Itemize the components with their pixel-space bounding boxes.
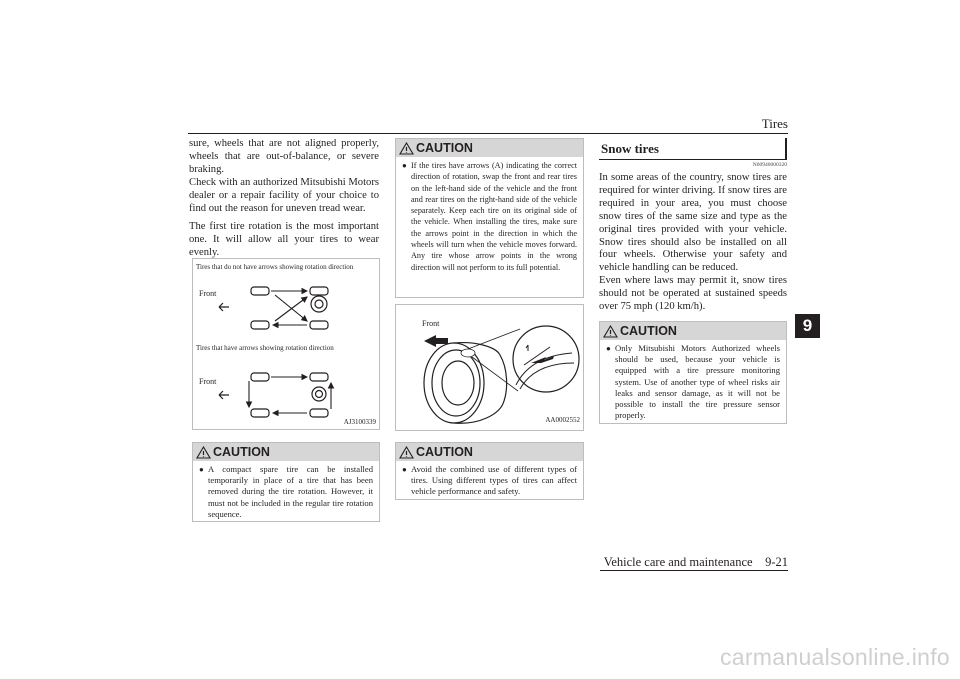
- document-id: N00940000320: [752, 162, 787, 168]
- paragraph: sure, wheels that are not aligned properly, wheels that are out-of-balance, or severe braking.: [189, 138, 379, 175]
- caution-box: [192, 442, 380, 522]
- caution-header: [396, 443, 583, 461]
- watermark: carmanualsonline.info: [719, 644, 950, 670]
- chapter-tab: 9: [795, 314, 820, 338]
- warning-triangle-icon: [603, 325, 618, 338]
- tire-rotation-diagram: [193, 259, 379, 429]
- caution-heading: CAUTION: [416, 141, 473, 155]
- page-footer: [604, 555, 788, 570]
- caution-box: [395, 442, 584, 500]
- tire-rotation-figure: [192, 258, 380, 430]
- bullet-icon: ●: [402, 465, 407, 474]
- front-label: Front: [422, 319, 440, 328]
- caution-header: [396, 139, 583, 157]
- section-title: Snow tires: [599, 138, 787, 160]
- caution-box: [395, 138, 584, 298]
- caution-heading: CAUTION: [620, 324, 677, 338]
- footer-section: Vehicle care and maintenance: [603, 555, 753, 569]
- paragraph: Even where laws may permit it, snow tires should not be operated at sustained speeds over 75 mph (120 km/h).: [599, 275, 787, 313]
- figure-code: AA0002552: [545, 416, 580, 424]
- warning-triangle-icon: [399, 446, 414, 459]
- left-column-text: [189, 138, 379, 260]
- caution-header: [193, 443, 379, 461]
- tire-arrow-figure: [395, 304, 584, 431]
- caution-box: [599, 321, 787, 424]
- caution-text: Only Mitsubishi Motors Authorized wheels should be used, because your vehicle is equipped with a tire pressure monitoring system. Use of another type of wheel risks air leaks and sensor damage, as it will not be possible to install the tire pressure sensor properly.: [615, 343, 780, 421]
- warning-triangle-icon: [196, 446, 211, 459]
- paragraph: Check with an authorized Mitsubishi Motors dealer or a repair facility of your choice to find out the reason for uneven tread wear.: [189, 176, 379, 214]
- front-label: Front: [199, 289, 217, 298]
- figure-caption: Tires that have arrows showing rotation direction: [196, 344, 334, 352]
- caution-text: If the tires have arrows (A) indicating the correct direction of rotation, swap the front and rear tires on the left-hand side of the vehicle and the front and rear tires on the right-hand side of the vehicle separately. Keep each tire on its original side of the vehicle. When installing the tires, make sure the arrows point in the direction in which the wheels will turn when the vehicle moves forward. Any tire whose arrow points in the wrong direction will not perform to its full potential.: [411, 161, 577, 272]
- figure-caption: Tires that do not have arrows showing rotation direction: [196, 263, 354, 271]
- right-column-text: [599, 172, 787, 314]
- caution-heading: CAUTION: [416, 445, 473, 459]
- front-label: Front: [199, 377, 217, 386]
- tire-arrow-illustration: [396, 305, 583, 430]
- caution-text: Avoid the combined use of different types of tires. Using different types of tires can affect vehicle performance and safety.: [411, 464, 577, 497]
- caution-text: A compact spare tire can be installed temporarily in place of a tire that has been removed during the tire rotation. However, it must not be included in the regular tire rotation sequence.: [208, 464, 373, 519]
- footer-rule: [600, 570, 788, 571]
- bullet-icon: ●: [606, 344, 611, 353]
- header-rule: [188, 133, 788, 134]
- paragraph: The first tire rotation is the most important one. It will allow all your tires to wear evenly.: [189, 221, 379, 259]
- bullet-icon: ●: [402, 161, 407, 170]
- caution-header: [600, 322, 786, 340]
- page-header-title: Tires: [761, 116, 788, 131]
- page-number: 9-21: [765, 555, 788, 569]
- bullet-icon: ●: [199, 465, 204, 474]
- warning-triangle-icon: [399, 142, 414, 155]
- figure-code: AJ3100339: [343, 418, 376, 426]
- paragraph: In some areas of the country, snow tires are required for winter driving. If snow tires are required in your area, you must choose snow tires of the same size and type as the original tires provided with your vehicle. Snow tires should also be installed on all four wheels. Otherwise your safety and vehicle handling can be reduced.: [599, 172, 787, 274]
- caution-heading: CAUTION: [213, 445, 270, 459]
